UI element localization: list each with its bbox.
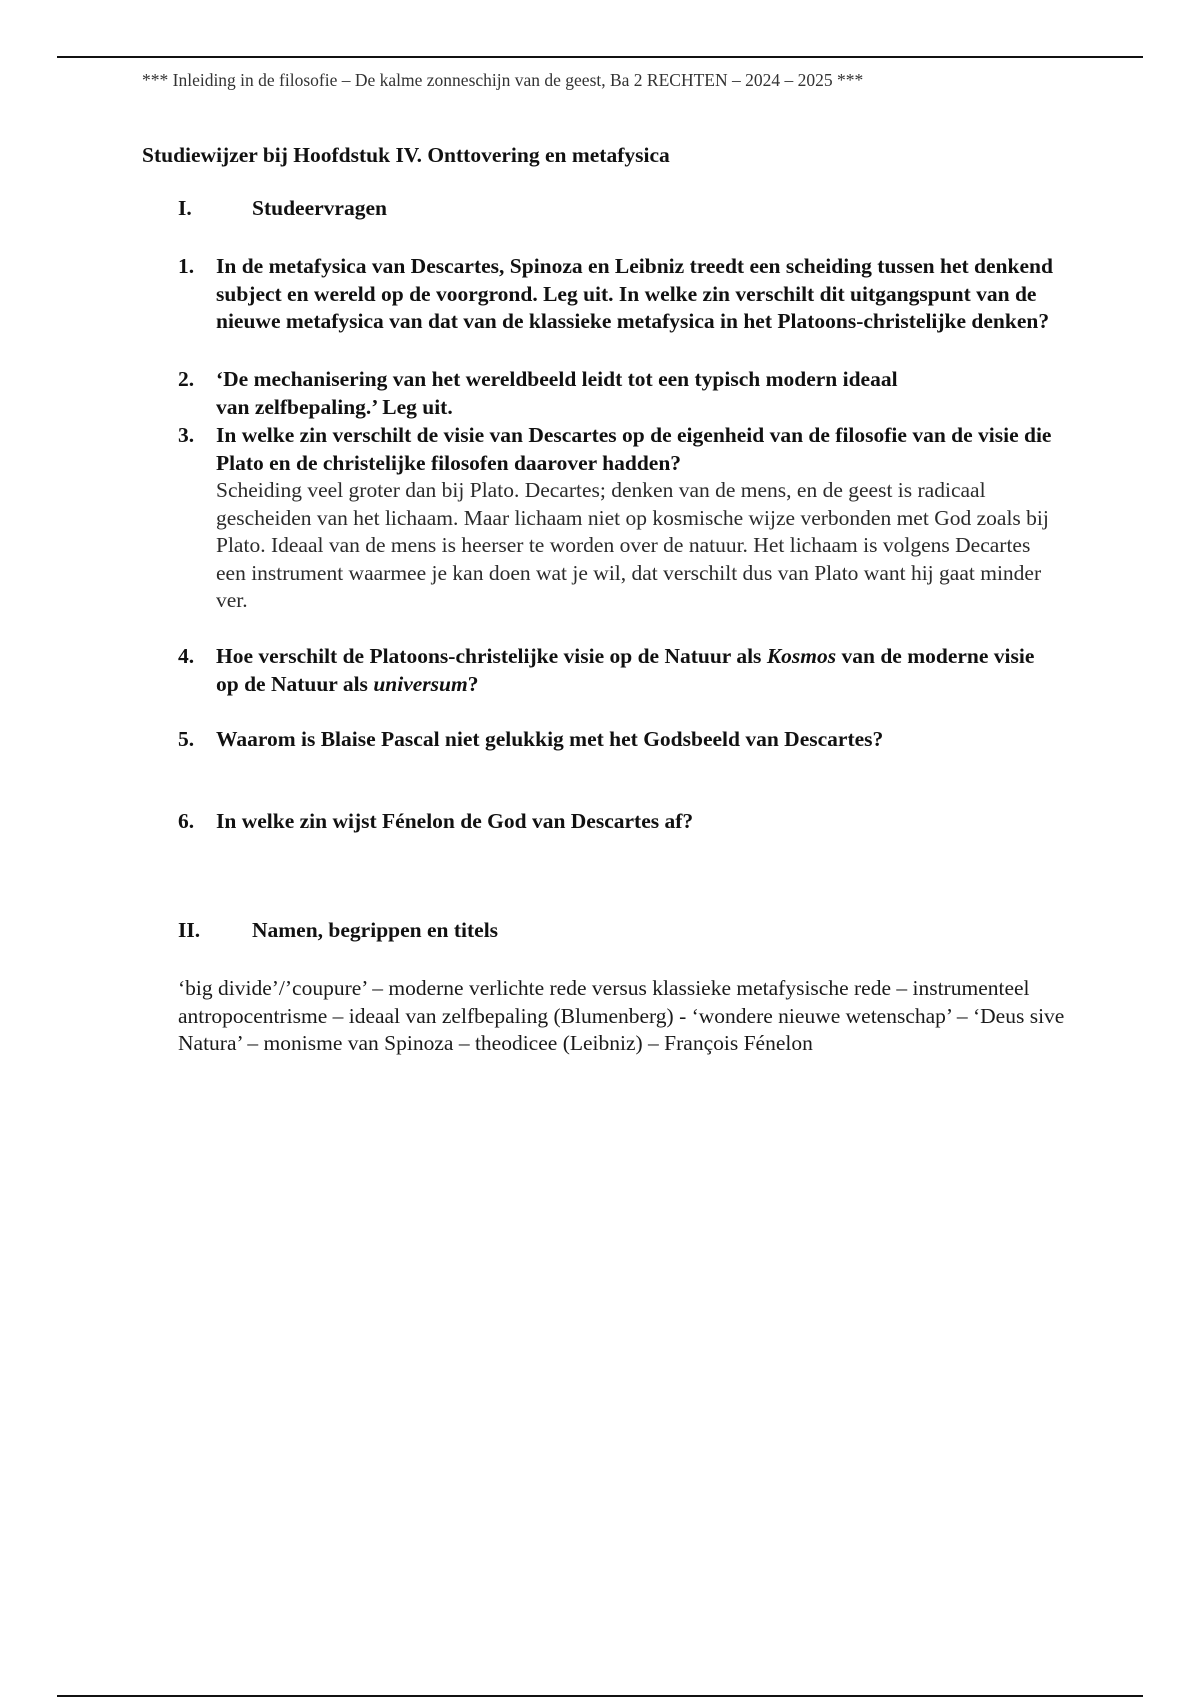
question-number: 4. xyxy=(178,644,195,668)
emphasis-universum: universum xyxy=(373,671,468,696)
section-heading-namen xyxy=(178,918,498,943)
question-text xyxy=(216,643,1058,698)
question-text: ‘De mechanisering van het wereldbeeld leidt tot een typisch modern ideaal van zelfbepaling.’ Leg uit. xyxy=(216,367,898,419)
answer-text: Scheiding veel groter dan bij Plato. Decartes; denken van de mens, en de geest is radicaal gescheiden van het lichaam. Maar lichaam niet op kosmische wijze verbonden met God zoals bij Plato. Ideaal van de mens is heerser te worden over de natuur. Het lichaam is volgens Decartes een instrument waarmee je kan doen wat je wil, dat verschilt dus van Plato want hij gaat minder ver. xyxy=(216,478,1049,612)
question-text: Waarom is Blaise Pascal niet gelukkig met het Godsbeeld van Descartes? xyxy=(216,727,884,751)
question-text: In welke zin wijst Fénelon de God van Descartes af? xyxy=(216,809,694,833)
question-number: 5. xyxy=(178,727,195,751)
question-text: In de metafysica van Descartes, Spinoza en Leibniz treedt een scheiding tussen het denkend subject en wereld op de voorgrond. Leg uit. In welke zin verschilt dit uitgangspunt van de nieuwe metafysica van dat van de klassieke metafysica in het Platoons-christelijke denken? xyxy=(216,254,1053,333)
section-heading-studeervragen xyxy=(178,196,387,221)
question-text: In welke zin verschilt de visie van Descartes op de eigenheid van de filosofie van de visie die Plato en de christelijke filosofen daarover hadden? xyxy=(216,423,1052,475)
question-text-part: ? xyxy=(467,671,479,696)
question-number: 3. xyxy=(178,423,195,447)
terms-list: ‘big divide’/’coupure’ – moderne verlichte rede versus klassieke metafysische rede – instrumenteel antropocentrisme – ideaal van zelfbepaling (Blumenberg) - ‘wondere nieuwe wetenschap’ – ‘Deus sive Natura’ – monisme van Spinoza – theodicee (Leibniz) – François Fénelon xyxy=(178,976,1065,1055)
question-5 xyxy=(178,726,1058,754)
question-4 xyxy=(178,643,1058,698)
question-text-part: van de moderne visie op de Natuur als xyxy=(216,644,1035,696)
question-number: 1. xyxy=(178,254,195,278)
section-numeral: II. xyxy=(178,918,201,942)
document-title: Studiewijzer bij Hoofdstuk IV. Onttovering en metafysica xyxy=(142,143,670,167)
bottom-rule xyxy=(57,1695,1143,1697)
top-rule xyxy=(57,56,1143,58)
emphasis-kosmos: Kosmos xyxy=(766,644,837,668)
section-numeral: I. xyxy=(178,196,192,220)
section-title: Studeervragen xyxy=(252,196,387,220)
running-header: *** Inleiding in de filosofie – De kalme zonneschijn van de geest, Ba 2 RECHTEN – 2024 – 2025 *** xyxy=(142,70,864,90)
question-text-part: Hoe verschilt de Platoons-christelijke visie op de Natuur als xyxy=(216,644,767,668)
question-6 xyxy=(178,808,1058,836)
question-2 xyxy=(178,366,1058,421)
question-3 xyxy=(178,422,1058,615)
question-number: 2. xyxy=(178,367,195,391)
question-1 xyxy=(178,253,1058,336)
question-number: 6. xyxy=(178,809,195,833)
section-title: Namen, begrippen en titels xyxy=(252,918,499,942)
